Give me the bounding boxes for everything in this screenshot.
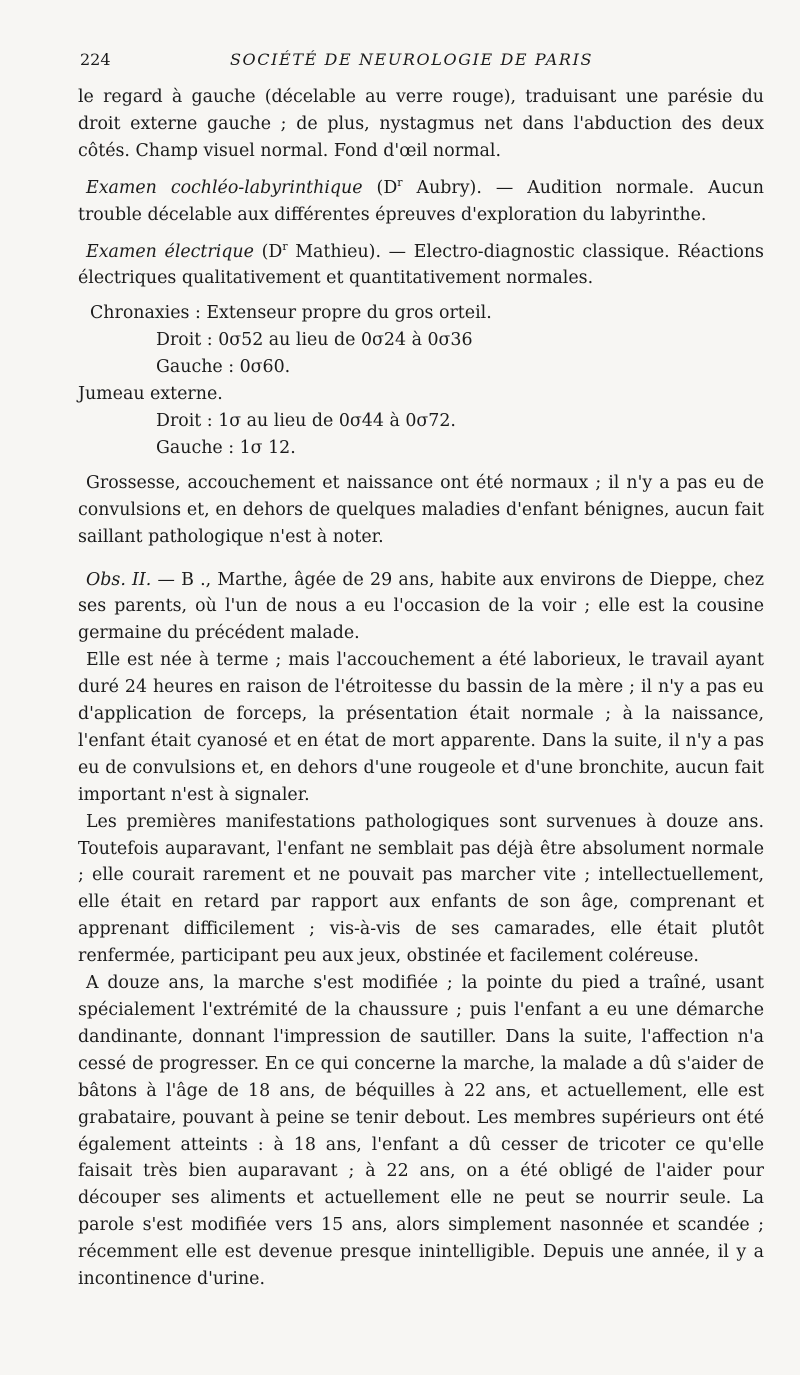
cochleo-label: Examen cochléo-labyrinthique bbox=[86, 177, 363, 198]
electrique-label: Examen électrique bbox=[86, 241, 254, 262]
chronaxie-droit-jumeau: Droit : 1σ au lieu de 0σ44 à 0σ72. bbox=[156, 410, 456, 431]
paragraph-obs-ii bbox=[78, 567, 764, 648]
chronaxie-jumeau-title: Jumeau externe. bbox=[78, 384, 223, 405]
page bbox=[78, 48, 764, 1293]
paragraph-grossesse: Grossesse, accouchement et naissance ont été normaux ; il n'y a pas eu de convulsions et, en dehors de quelques maladies d'enfant bénignes, aucun fait saillant pathologique n'est à noter. bbox=[78, 472, 764, 547]
paragraph-manifestations: Les premières manifestations pathologiques sont survenues à douze ans. Toutefois auparavant, l'enfant ne semblait pas déjà être absolument normale ; elle courait rarement et ne pouvait pas marcher vite ; intellectuellement, elle était en retard par rapport aux enfants de son âge, comprenant et apprenant difficilement ; vis-à-vis de ses camarades, elle était plutôt renfermée, participant peu aux jeux, obstinée et facilement coléreuse. bbox=[78, 811, 764, 967]
page-header bbox=[78, 48, 764, 72]
electrique-text: Mathieu). — Electro-diagnostic classique. Réactions électriques qualitativement et quantitativement normales. bbox=[78, 241, 764, 289]
electrique-dr-sup: r bbox=[282, 239, 288, 253]
chronaxie-droit-extenseur: Droit : 0σ52 au lieu de 0σ24 à 0σ36 bbox=[156, 330, 473, 351]
paragraph-vision: le regard à gauche (décelable au verre rouge), traduisant une parésie du droit externe gauche ; de plus, nystagmus net dans l'abduction des deux côtés. Champ visuel normal. Fond d'œil normal. bbox=[78, 87, 764, 161]
obs-ii-label: Obs. II. bbox=[86, 569, 152, 590]
cochleo-text: Aubry). — Audition normale. Aucun trouble décelable aux différentes épreuves d'exploration du labyrinthe. bbox=[78, 177, 765, 225]
chronaxies-block bbox=[78, 300, 764, 461]
paragraph-naissance: Elle est née à terme ; mais l'accouchement a été laborieux, le travail ayant duré 24 heures en raison de l'étroitesse du bassin de la mère ; il n'y a pas eu d'application de forceps, la présentation était normale ; à la naissance, l'enfant était cyanosé et en état de mort apparente. Dans la suite, il n'y a pas eu de convulsions et, en dehors d'une rougeole et d'une bronchite, aucun fait important n'est à signaler. bbox=[78, 650, 764, 805]
cochleo-dr: (D bbox=[376, 177, 398, 198]
obs-ii-text: — B ., Marthe, âgée de 29 ans, habite aux environs de Dieppe, chez ses parents, où l'un de nous a eu l'occasion de la voir ; elle est la cousine germaine du précédent malade. bbox=[78, 569, 765, 644]
cochleo-dr-sup: r bbox=[397, 175, 403, 189]
paragraph-cochleo bbox=[78, 175, 764, 229]
chronaxies-title: Chronaxies : Extenseur propre du gros orteil. bbox=[90, 303, 492, 324]
page-number: 224 bbox=[80, 50, 111, 69]
chronaxie-gauche-extenseur: Gauche : 0σ60. bbox=[156, 357, 291, 378]
chronaxie-gauche-jumeau: Gauche : 1σ 12. bbox=[156, 437, 296, 458]
running-title: SOCIÉTÉ DE NEUROLOGIE DE PARIS bbox=[230, 50, 594, 69]
electrique-dr: (D bbox=[253, 241, 283, 262]
paragraph-marche: A douze ans, la marche s'est modifiée ; la pointe du pied a traîné, usant spécialement l'extrémité de la chaussure ; puis l'enfant a eu une démarche dandinante, donnant l'impression de sautiller. Dans la suite, l'affection n'a cessé de progresser. En ce qui concerne la marche, la malade a dû s'aider de bâtons à l'âge de 18 ans, de béquilles à 22 ans, et actuellement, elle est grabataire, pouvant à peine se tenir debout. Les membres supérieurs ont été également atteints : à 18 ans, l'enfant a dû cesser de tricoter ce qu'elle faisait très bien auparavant ; à 22 ans, on a été obligé de l'aider pour découper ses aliments et actuellement elle ne peut se nourrir seule. La parole s'est modifiée vers 15 ans, alors simplement nasonnée et scandée ; récemment elle est devenue presque inintelligible. Depuis une année, il y a incontinence d'urine. bbox=[78, 973, 764, 1290]
paragraph-electrique bbox=[78, 239, 764, 293]
